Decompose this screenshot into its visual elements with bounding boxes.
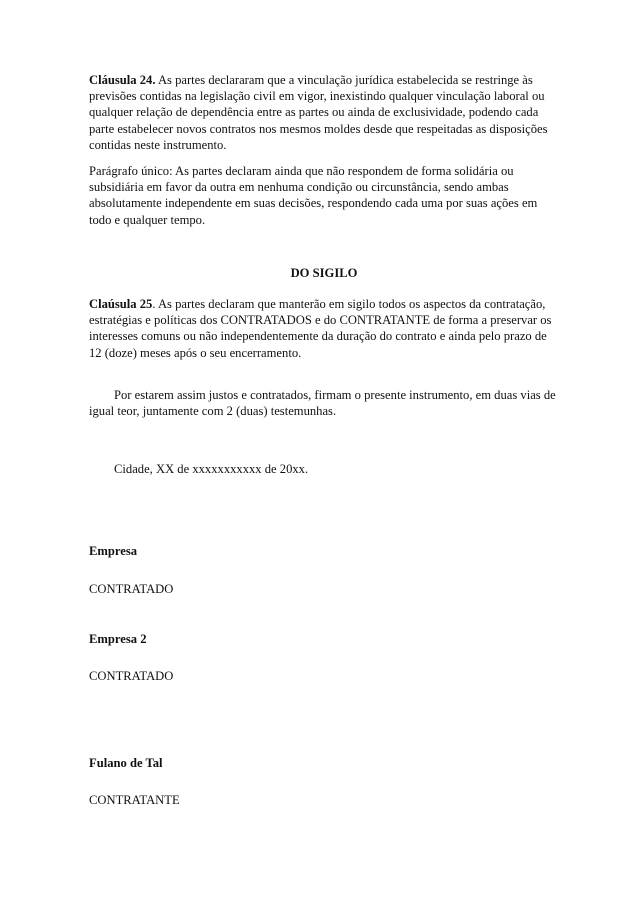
- signature-role-2: CONTRATADO: [89, 669, 174, 683]
- section-title: DO SIGILO: [290, 266, 358, 280]
- place-date: Cidade, XX de xxxxxxxxxxx de 20xx.: [114, 462, 309, 476]
- clausula-24-heading: Cláusula 24.: [89, 73, 156, 87]
- paragrafo-unico: Parágrafo único: As partes declaram ainda que não respondem de forma solidária ou subsidiária em favor da outra em nenhuma condição ou circunstância, sendo ambas absolutamente independente em suas decisões, respondendo cada uma por suas ações em todo e qualquer tempo.: [89, 164, 538, 227]
- signature-name-2: Empresa 2: [89, 632, 147, 646]
- signature-role-1: CONTRATADO: [89, 582, 174, 596]
- closing-paragraph: Por estarem assim justos e contratados, firmam o presente instrumento, em duas vias de igual teor, juntamente com 2 (duas) testemunhas.: [89, 388, 556, 419]
- signature-name-3: Fulano de Tal: [89, 756, 163, 770]
- signature-name-1: Empresa: [89, 544, 138, 558]
- clausula-24-paragraph: [89, 72, 559, 153]
- clausula-25-paragraph: [89, 296, 559, 361]
- clausula-25-text: . As partes declaram que manterão em sigilo todos os aspectos da contratação, estratégias e políticas dos CONTRATADOS e do CONTRATANTE de forma a preservar os interesses comuns ou não independentemente da duração do contrato e ainda pelo prazo de 12 (doze) meses após o seu encerramento.: [89, 297, 552, 360]
- signature-role-3: CONTRATANTE: [89, 793, 180, 807]
- clausula-25-heading: Claúsula 25: [89, 297, 153, 311]
- clausula-24-text: As partes declararam que a vinculação jurídica estabelecida se restringe às previsões contidas na legislação civil em vigor, inexistindo qualquer vinculação laboral ou qualquer relação de dependência entre as partes ou ainda de exclusividade, podendo cada parte estabelecer novos contratos nos mesmos moldes desde que respeitadas as disposições contidas neste instrumento.: [89, 73, 548, 152]
